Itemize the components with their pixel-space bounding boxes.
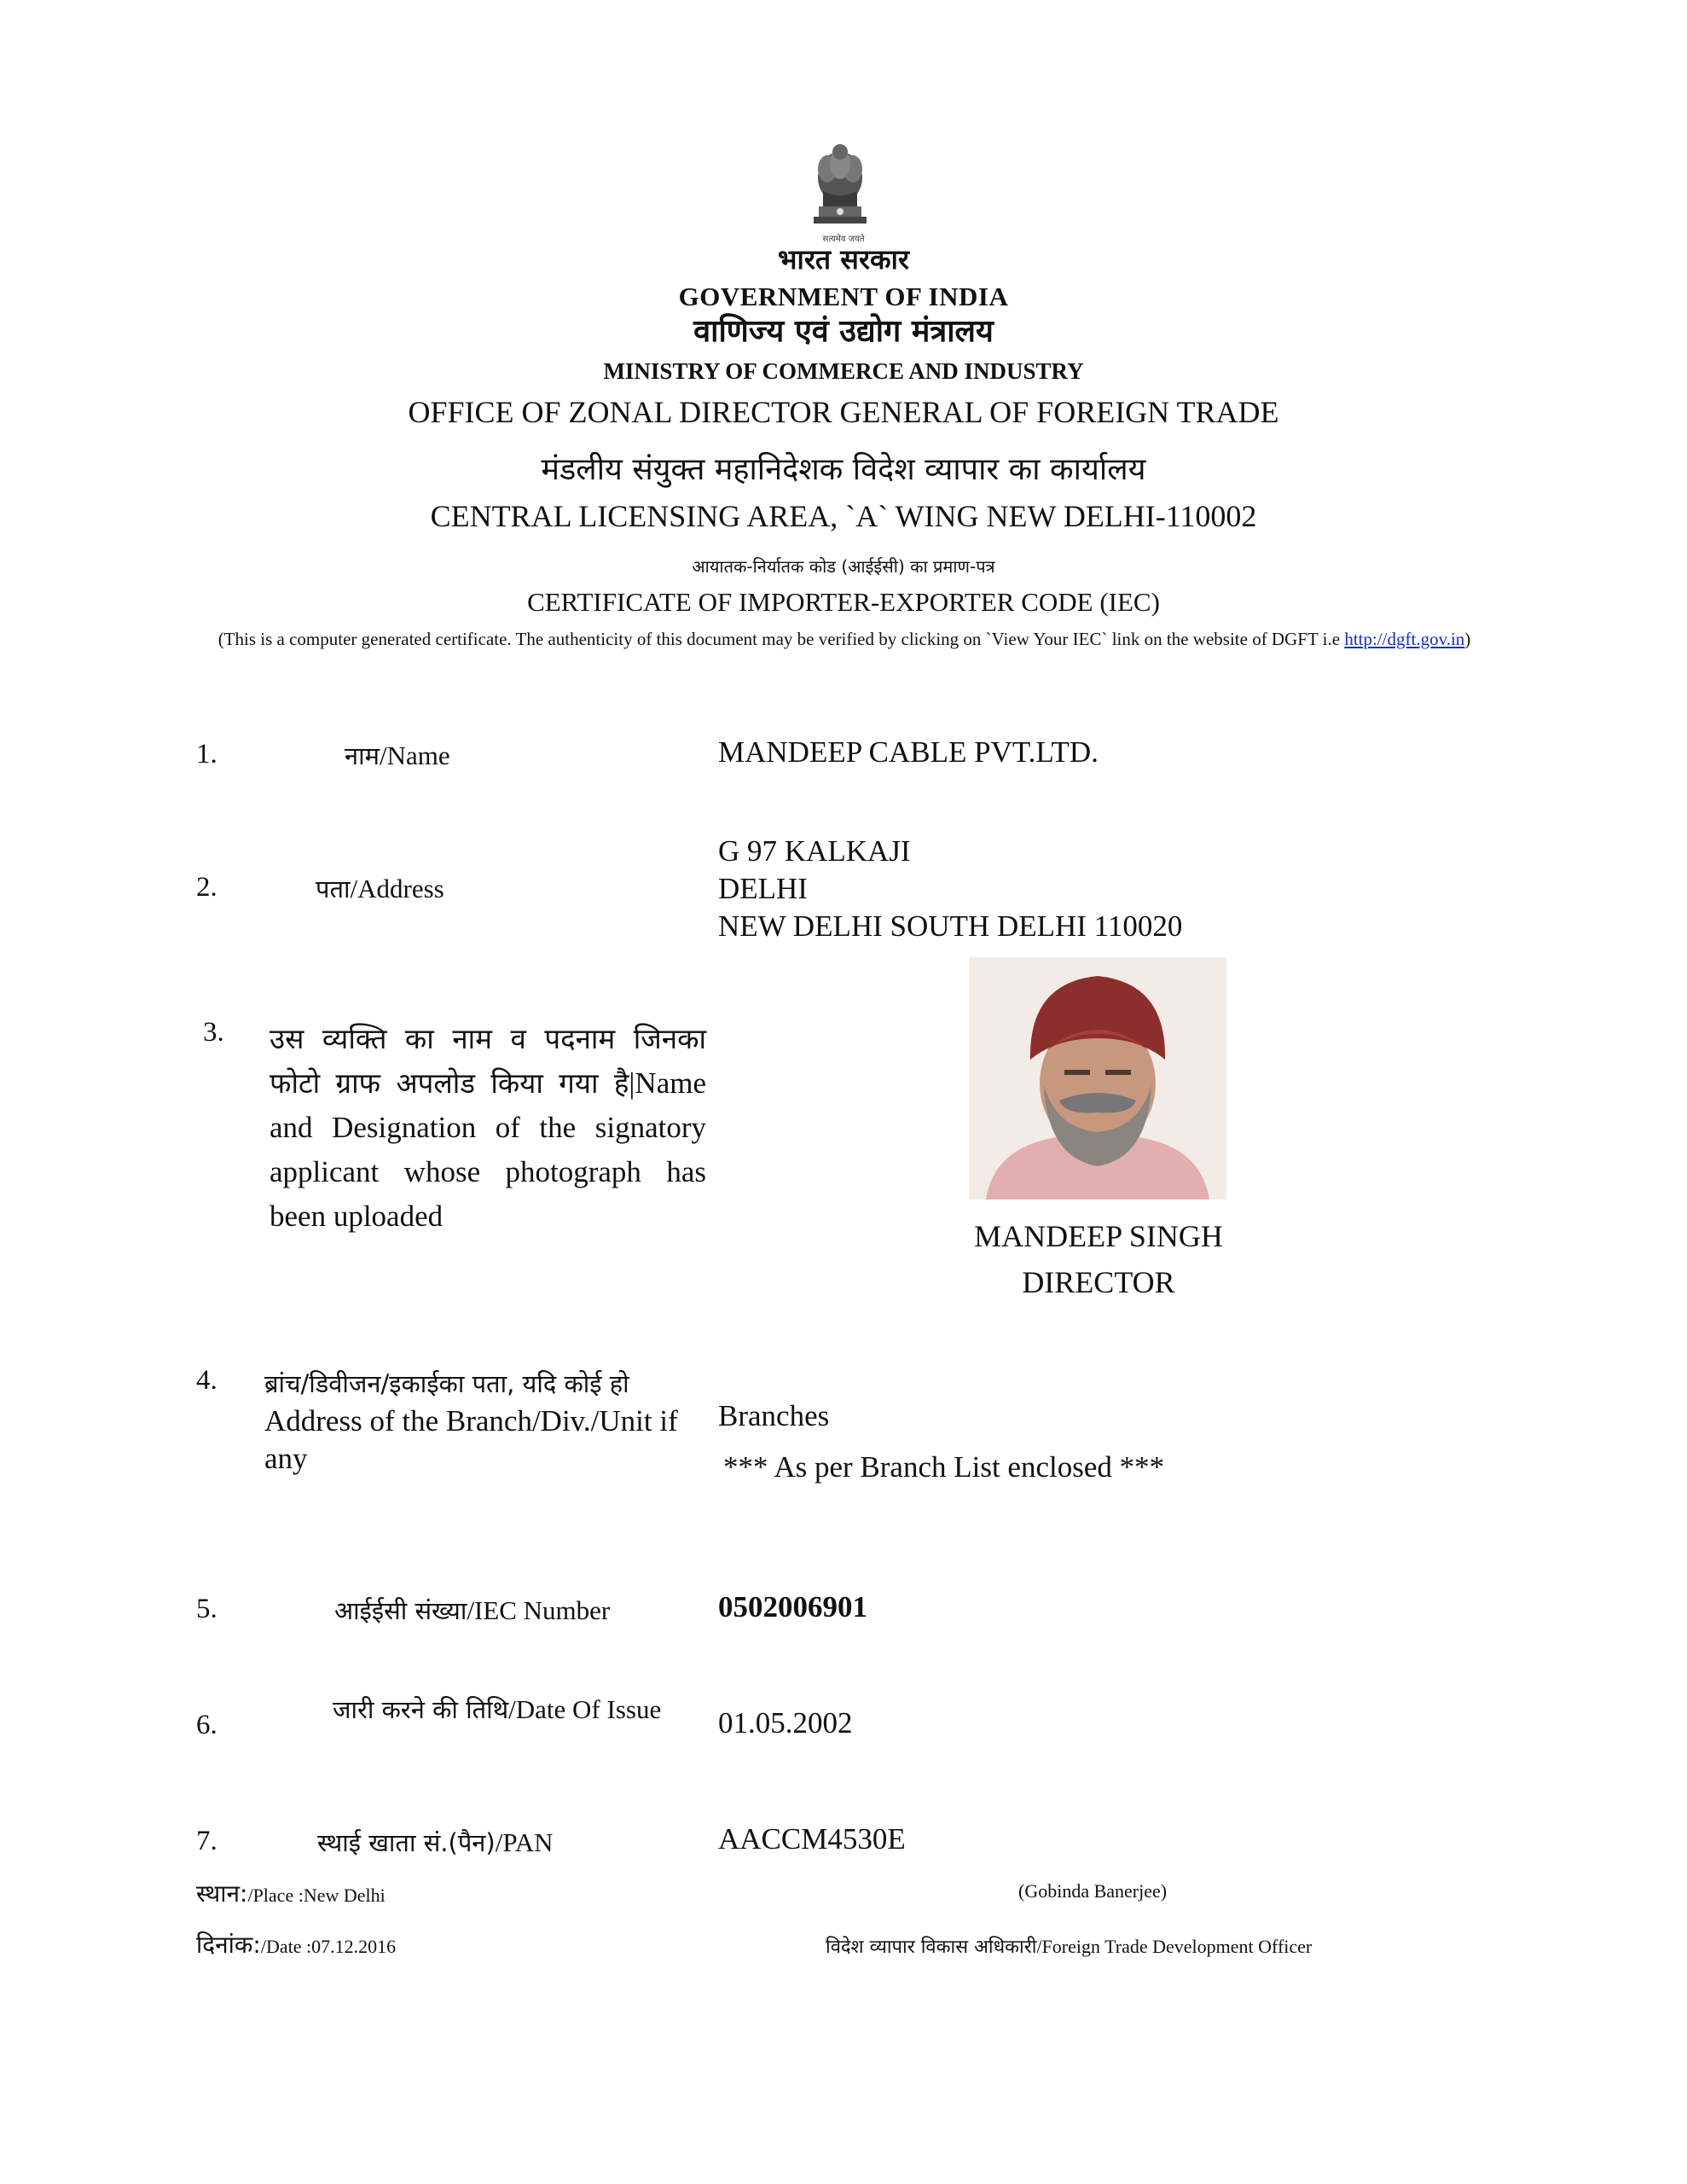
branch-list-note: *** As per Branch List enclosed *** <box>723 1450 1165 1484</box>
address-line: G 97 KALKAJI <box>718 834 911 868</box>
note-close: ) <box>1464 629 1471 649</box>
branch-label-hindi: ब्रांच/डिवीजन/इकाईका पता, यदि कोई हो <box>264 1369 629 1398</box>
office-address: CENTRAL LICENSING AREA, `A` WING NEW DELHI-110002 <box>430 499 1257 533</box>
branch-label-english: Address of the Branch/Div./Unit if any <box>264 1404 678 1475</box>
row-number-6: 6. <box>196 1710 217 1740</box>
address-label <box>316 872 444 905</box>
signatory-label-english: |Name and Designation of the signatory applicant whose photograph has been uploaded <box>270 1066 706 1233</box>
ministry-title: MINISTRY OF COMMERCE AND INDUSTRY <box>603 358 1084 384</box>
note-text: (This is a computer generated certificate. The authenticity of this document may be verified by clicking on `View Your IEC` link on the website of DGFT i.e <box>217 629 1345 649</box>
signer-designation-hindi: विदेश व्यापार विकास अधिकारी <box>826 1937 1037 1958</box>
signer-designation <box>826 1933 1312 1959</box>
ministry-title-hindi: वाणिज्य एवं उद्योग मंत्रालय <box>693 314 994 349</box>
certificate-title: CERTIFICATE OF IMPORTER-EXPORTER CODE (IEC) <box>527 587 1160 617</box>
row-number-1: 1. <box>196 739 217 770</box>
signatory-designation: DIRECTOR <box>1022 1265 1175 1299</box>
address-line: DELHI <box>718 872 808 905</box>
row-number-2: 2. <box>196 872 217 903</box>
signatory-name: MANDEEP SINGH <box>974 1219 1223 1253</box>
row-number-7: 7. <box>196 1826 217 1856</box>
iec-label-hindi: आईईसी संख्या <box>334 1596 467 1625</box>
iec-label <box>334 1594 610 1627</box>
row-number-4: 4. <box>196 1365 217 1396</box>
issue-date-value: 01.05.2002 <box>718 1706 853 1740</box>
certificate-title-hindi: आयातक-निर्यातक कोड (आईईसी) का प्रमाण-पत्र <box>692 556 995 577</box>
pan-label <box>317 1826 554 1859</box>
branch-value: Branches <box>718 1399 830 1432</box>
place-value: /Place :New Delhi <box>247 1885 386 1906</box>
issue-date-label-hindi: जारी करने की तिथि <box>333 1695 509 1724</box>
address-label-english: /Address <box>350 874 444 903</box>
pan-label-english: /PAN <box>495 1827 554 1857</box>
date-label-hindi: दिनांक: <box>196 1931 261 1959</box>
date-value: /Date :07.12.2016 <box>260 1936 397 1957</box>
date-line <box>196 1928 396 1960</box>
office-title-hindi: मंडलीय संयुक्त महानिदेशक विदेश व्यापार का कार्यालय <box>541 452 1146 487</box>
pan-label-hindi: स्थाई खाता सं.(पैन) <box>317 1828 496 1857</box>
signatory-photo-image <box>969 957 1226 1199</box>
signer-name: (Gobinda Banerjee) <box>1018 1880 1168 1902</box>
issue-date-label-english: /Date Of Issue <box>508 1694 662 1724</box>
row-number-5: 5. <box>196 1594 217 1624</box>
address-value <box>718 833 1182 945</box>
emblem-caption: सत्यमेव जयते <box>822 235 865 244</box>
iec-label-english: /IEC Number <box>467 1595 611 1625</box>
signatory-label <box>270 1017 706 1239</box>
branch-label <box>264 1365 708 1478</box>
office-title: OFFICE OF ZONAL DIRECTOR GENERAL OF FOREIGN TRADE <box>408 395 1279 429</box>
signatory-photo <box>969 957 1226 1199</box>
government-title-hindi: भारत सरकार <box>778 243 909 276</box>
signatory-label-hindi: उस व्यक्ति का नाम व पदनाम जिनका फोटो ग्राफ अपलोड किया गया है <box>270 1022 706 1100</box>
address-label-hindi: पता <box>316 874 351 903</box>
issue-date-label <box>264 1691 708 1728</box>
name-value: MANDEEP CABLE PVT.LTD. <box>718 735 1099 769</box>
national-emblem-icon <box>802 135 878 230</box>
name-label-english: /Name <box>379 741 450 770</box>
iec-number-value: 0502006901 <box>718 1590 867 1623</box>
place-label-hindi: स्थान: <box>196 1879 248 1908</box>
address-line: NEW DELHI SOUTH DELHI 110020 <box>718 909 1183 943</box>
pan-value: AACCM4530E <box>718 1822 906 1856</box>
signer-designation-english: /Foreign Trade Development Officer <box>1036 1936 1313 1957</box>
name-label-hindi: नाम <box>345 741 380 770</box>
place-line <box>196 1877 386 1909</box>
dgft-link[interactable]: http://dgft.gov.in <box>1344 629 1465 649</box>
name-label <box>345 739 450 772</box>
row-number-3: 3. <box>203 1017 224 1048</box>
government-title: GOVERNMENT OF INDIA <box>678 282 1009 311</box>
verification-note <box>196 628 1493 651</box>
